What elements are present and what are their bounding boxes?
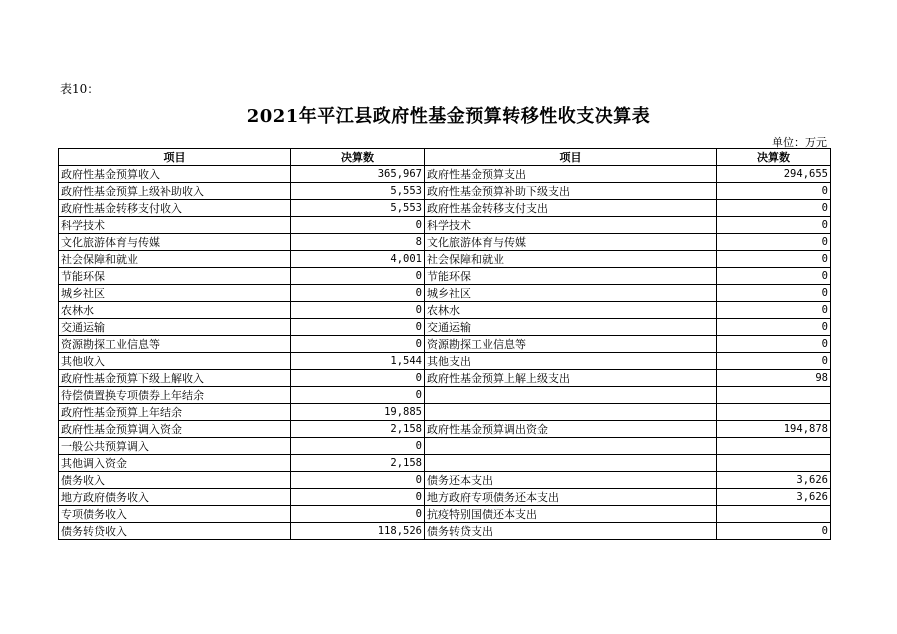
table-row (59, 217, 831, 234)
table-row (59, 370, 831, 387)
table-row (59, 438, 831, 455)
income-item: 待偿债置换专项债券上年结余 (59, 387, 291, 404)
income-amount: 1,544 (291, 353, 425, 370)
expense-amount: 3,626 (717, 472, 831, 489)
expense-amount (717, 438, 831, 455)
table-row (59, 166, 831, 183)
table-row (59, 234, 831, 251)
income-amount: 0 (291, 319, 425, 336)
income-amount: 19,885 (291, 404, 425, 421)
income-item: 地方政府债务收入 (59, 489, 291, 506)
report-title: 2021年平江县政府性基金预算转移性收支决算表 (246, 106, 651, 127)
income-amount: 0 (291, 387, 425, 404)
income-item: 政府性基金转移支付收入 (59, 200, 291, 217)
table-row (59, 302, 831, 319)
income-amount: 0 (291, 268, 425, 285)
income-item: 专项债务收入 (59, 506, 291, 523)
expense-amount: 0 (717, 523, 831, 540)
table-row (59, 455, 831, 472)
income-item: 科学技术 (59, 217, 291, 234)
income-amount: 8 (291, 234, 425, 251)
income-amount: 0 (291, 489, 425, 506)
expense-amount: 0 (717, 319, 831, 336)
income-item: 政府性基金预算调入资金 (59, 421, 291, 438)
income-amount: 2,158 (291, 421, 425, 438)
expense-item: 政府性基金预算上解上级支出 (425, 370, 717, 387)
income-amount: 0 (291, 370, 425, 387)
income-amount: 0 (291, 472, 425, 489)
table-row (59, 489, 831, 506)
table-row (59, 506, 831, 523)
expense-item: 地方政府专项债务还本支出 (425, 489, 717, 506)
table-row (59, 268, 831, 285)
table-row (59, 404, 831, 421)
income-amount: 4,001 (291, 251, 425, 268)
expense-amount: 0 (717, 268, 831, 285)
expense-amount (717, 404, 831, 421)
expense-item: 节能环保 (425, 268, 717, 285)
income-item: 政府性基金预算收入 (59, 166, 291, 183)
income-item: 农林水 (59, 302, 291, 319)
income-item: 城乡社区 (59, 285, 291, 302)
expense-amount: 194,878 (717, 421, 831, 438)
expense-amount: 98 (717, 370, 831, 387)
expense-item: 其他支出 (425, 353, 717, 370)
expense-amount: 294,655 (717, 166, 831, 183)
income-item: 其他收入 (59, 353, 291, 370)
income-item: 交通运输 (59, 319, 291, 336)
expense-amount: 0 (717, 336, 831, 353)
expense-amount: 0 (717, 200, 831, 217)
table-row (59, 319, 831, 336)
expense-amount (717, 387, 831, 404)
expense-amount (717, 455, 831, 472)
expense-amount: 0 (717, 251, 831, 268)
income-amount: 0 (291, 285, 425, 302)
expense-amount: 0 (717, 353, 831, 370)
expense-item: 政府性基金预算补助下级支出 (425, 183, 717, 200)
income-amount: 2,158 (291, 455, 425, 472)
expense-amount: 0 (717, 183, 831, 200)
expense-item (425, 404, 717, 421)
table-row (59, 523, 831, 540)
income-item: 社会保障和就业 (59, 251, 291, 268)
income-amount: 0 (291, 336, 425, 353)
table-row (59, 353, 831, 370)
income-item: 政府性基金预算下级上解收入 (59, 370, 291, 387)
expense-item: 债务转贷支出 (425, 523, 717, 540)
header-expense-amount: 决算数 (717, 149, 831, 166)
table-row (59, 251, 831, 268)
income-item: 资源勘探工业信息等 (59, 336, 291, 353)
expense-item (425, 438, 717, 455)
expense-item: 社会保障和就业 (425, 251, 717, 268)
expense-item: 资源勘探工业信息等 (425, 336, 717, 353)
income-item: 一般公共预算调入 (59, 438, 291, 455)
expense-item (425, 455, 717, 472)
expense-amount: 0 (717, 234, 831, 251)
expense-amount: 0 (717, 302, 831, 319)
income-amount: 118,526 (291, 523, 425, 540)
income-amount: 0 (291, 438, 425, 455)
income-item: 债务收入 (59, 472, 291, 489)
expense-item: 债务还本支出 (425, 472, 717, 489)
header-income-amount: 决算数 (291, 149, 425, 166)
expense-amount: 0 (717, 217, 831, 234)
expense-item: 农林水 (425, 302, 717, 319)
expense-item: 科学技术 (425, 217, 717, 234)
expense-item: 政府性基金预算支出 (425, 166, 717, 183)
income-amount: 5,553 (291, 200, 425, 217)
header-income-item: 项目 (59, 149, 291, 166)
expense-item: 城乡社区 (425, 285, 717, 302)
income-item: 政府性基金预算上年结余 (59, 404, 291, 421)
expense-item: 政府性基金预算调出资金 (425, 421, 717, 438)
table-row (59, 183, 831, 200)
expense-item: 交通运输 (425, 319, 717, 336)
expense-item: 文化旅游体育与传媒 (425, 234, 717, 251)
expense-item: 抗疫特别国债还本支出 (425, 506, 717, 523)
income-item: 其他调入资金 (59, 455, 291, 472)
table-row (59, 200, 831, 217)
table-row (59, 387, 831, 404)
expense-item (425, 387, 717, 404)
table-row (59, 472, 831, 489)
header-expense-item: 项目 (425, 149, 717, 166)
budget-table (58, 148, 831, 540)
income-amount: 5,553 (291, 183, 425, 200)
header-row (59, 149, 831, 166)
table-number: 表10： (60, 82, 100, 96)
income-amount: 0 (291, 217, 425, 234)
income-item: 节能环保 (59, 268, 291, 285)
expense-amount: 0 (717, 285, 831, 302)
expense-amount: 3,626 (717, 489, 831, 506)
income-amount: 0 (291, 302, 425, 319)
expense-amount (717, 506, 831, 523)
table-row (59, 285, 831, 302)
income-item: 文化旅游体育与传媒 (59, 234, 291, 251)
unit-label: 单位：万元 (772, 136, 827, 149)
expense-item: 政府性基金转移支付支出 (425, 200, 717, 217)
income-amount: 365,967 (291, 166, 425, 183)
income-amount: 0 (291, 506, 425, 523)
table-row (59, 421, 831, 438)
income-item: 债务转贷收入 (59, 523, 291, 540)
income-item: 政府性基金预算上级补助收入 (59, 183, 291, 200)
table-row (59, 336, 831, 353)
